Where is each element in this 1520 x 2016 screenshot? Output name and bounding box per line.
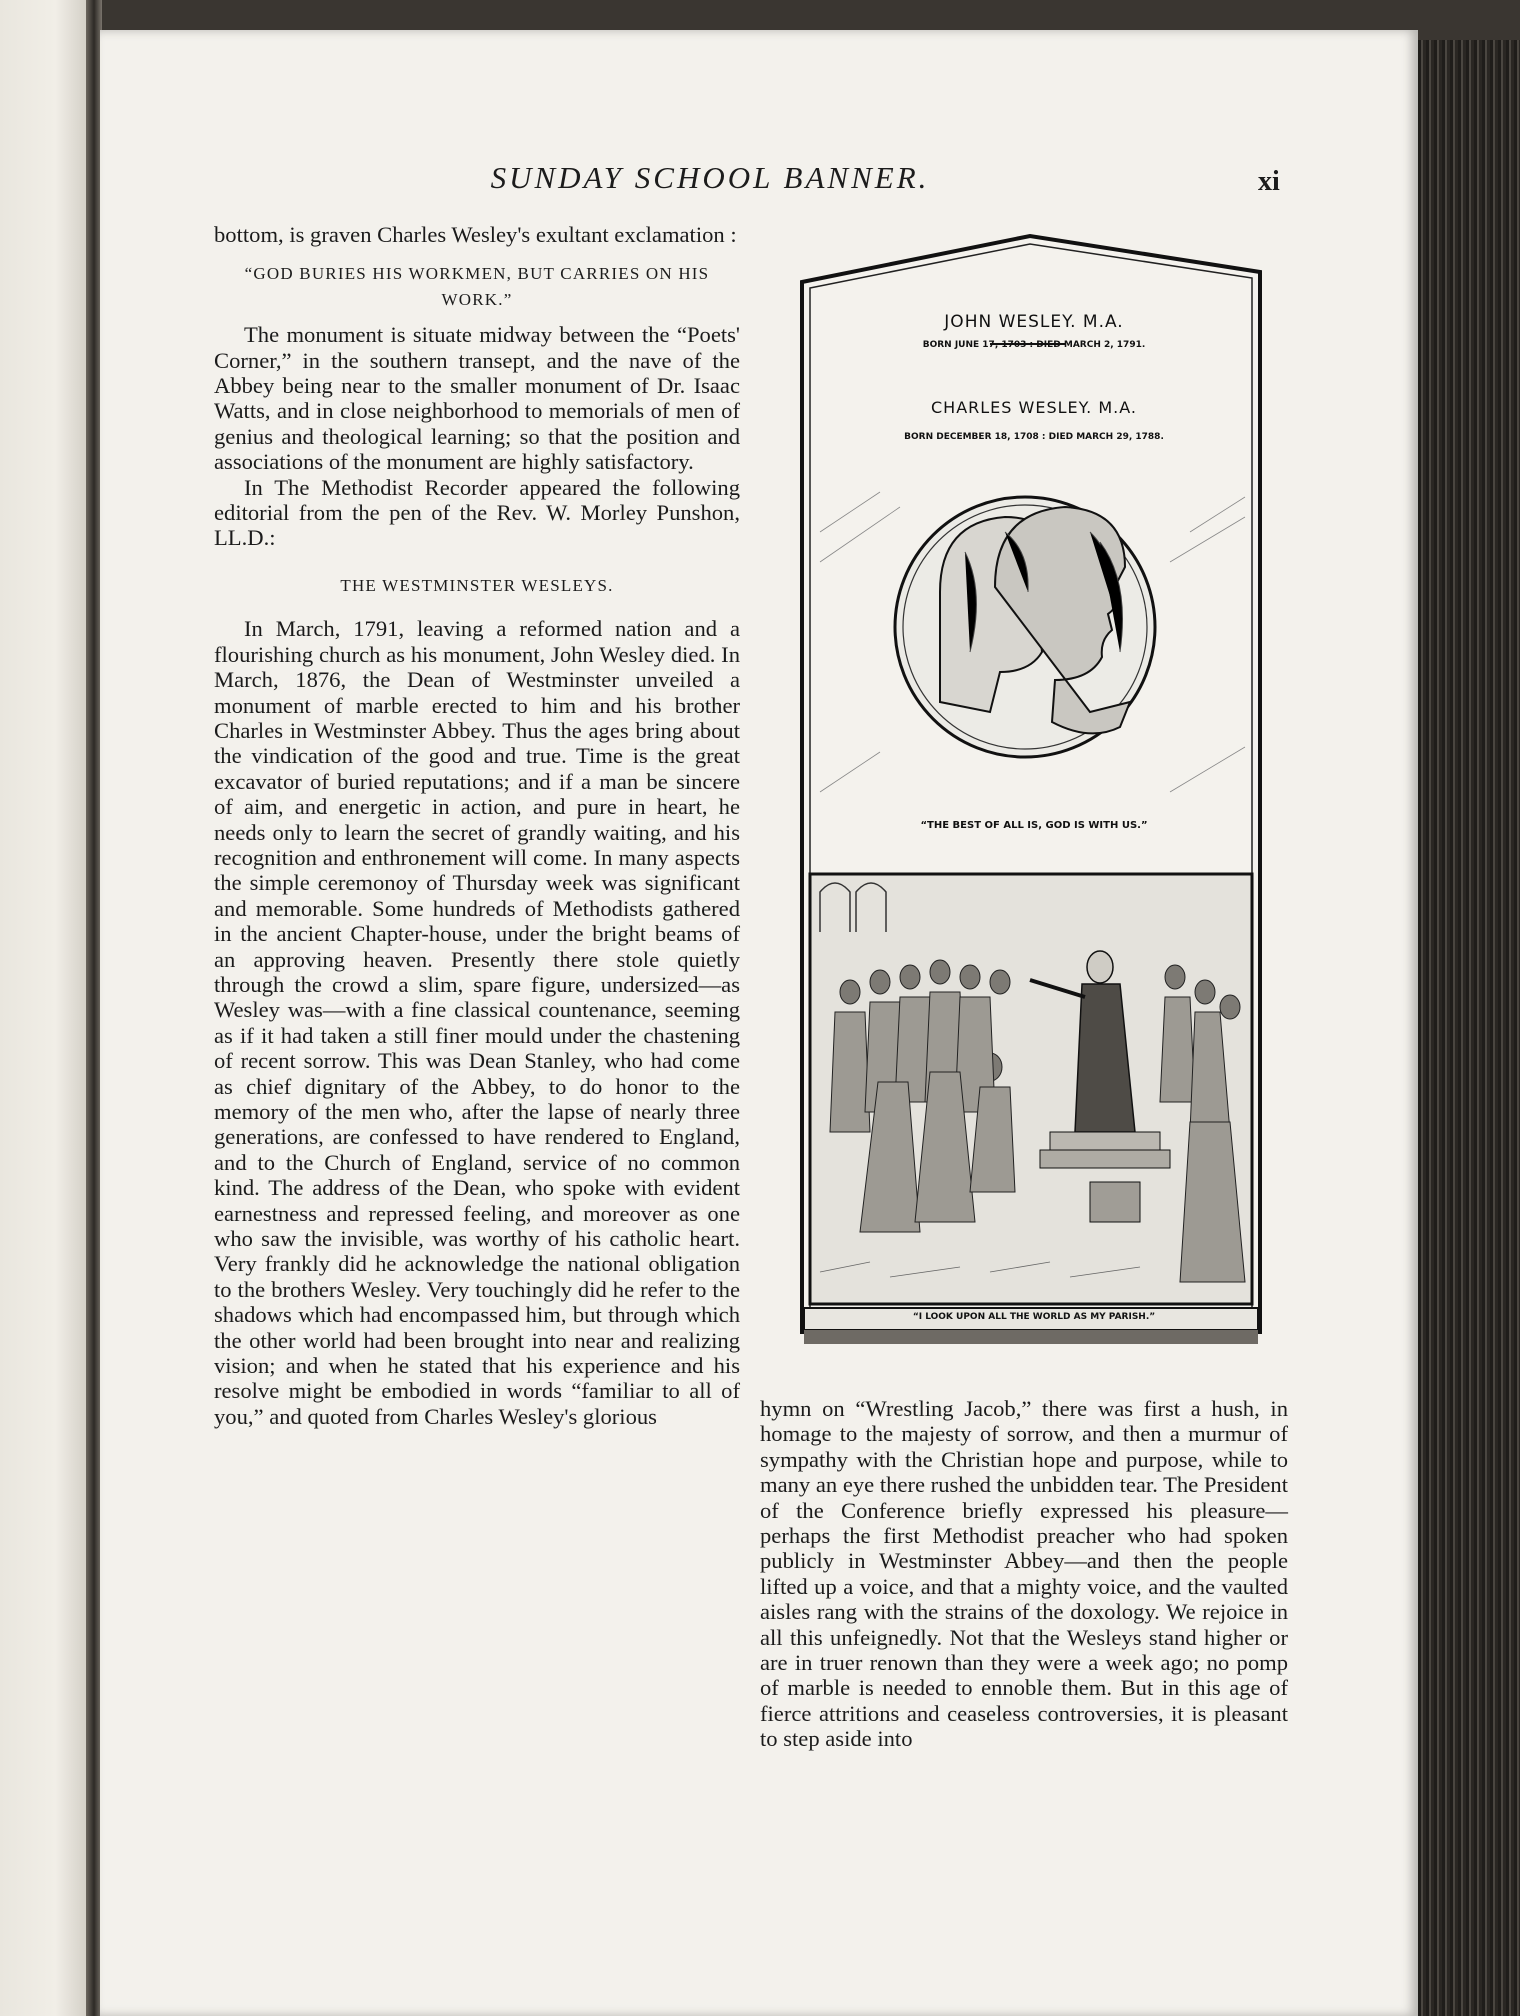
paragraph: bottom, is graven Charles Wesley's exultant exclamation : xyxy=(214,222,737,247)
left-column xyxy=(214,222,740,1429)
monument-engraving xyxy=(790,232,1278,1362)
facing-page-edge xyxy=(0,0,92,2016)
section-heading: THE WESTMINSTER WESLEYS. xyxy=(340,575,614,595)
quotation: “GOD BURIES HIS WORKMEN, BUT CARRIES ON HIS WORK.” xyxy=(244,264,710,309)
paragraph: The monument is situate midway between the “Poets' Corner,” in the southern transept, and the nave of the Abbey being near to the smaller monument of Dr. Isaac Watts, and in close neighborhood to memorials of men of genius and theological learning; so that the position and associations of the monument are highly satisfactory. xyxy=(214,322,740,475)
monument-dates-john: BORN JUNE 17, 1703 : DIED MARCH 2, 1791. xyxy=(922,340,1146,350)
right-column xyxy=(760,1396,1288,1752)
page-number: xi xyxy=(1258,166,1280,197)
monument-motto: “THE BEST OF ALL IS, GOD IS WITH US.” xyxy=(920,820,1148,831)
book-page-edges xyxy=(1418,40,1520,2016)
monument-name-john: JOHN WESLEY. M.A. xyxy=(944,312,1124,332)
paragraph: hymn on “Wrestling Jacob,” there was first a hush, in homage to the majesty of sorrow, and then a murmur of sympathy with the Christian hope and purpose, while to many an eye there rushed the unbidden tear. The President of the Conference briefly expressed his pleasure—perhaps the first Methodist preacher who had spoken publicly in Westminster Abbey—and then the people lifted up a voice, and that a mighty voice, and the vaulted aisles rang with the strains of the doxology. We rejoice in all this unfeignedly. Not that the Wesleys stand higher or are in truer renown than they were a week ago; no pomp of marble is needed to ennoble them. But in this age of fierce attritions and ceaseless controversies, it is pleasant to step aside into xyxy=(760,1396,1288,1752)
running-title: SUNDAY SCHOOL BANNER. xyxy=(490,160,930,195)
monument-name-charles: CHARLES WESLEY. M.A. xyxy=(931,398,1137,417)
monument-dates-charles: BORN DECEMBER 18, 1708 : DIED MARCH 29, 1788. xyxy=(904,432,1164,442)
paragraph: In March, 1791, leaving a reformed nation and a flourishing church as his monument, John Wesley died. In March, 1876, the Dean of Westminster unveiled a monument of marble erected to him and his brother Charles in Westminster Abbey. Thus the ages bring about the vindication of the good and true. Time is the great excavator of buried reputations; and if a man be sincere of aim, and energetic in action, and pure in heart, he needs only to learn the secret of grandly waiting, and his recognition and enthronement will come. In many aspects the simple ceremonoy of Thursday week was significant and memorable. Some hundreds of Methodists gathered in the ancient Chapter-house, under the bright beams of an approving heaven. Presently there stole quietly through the crowd a slim, spare figure, undersized—as Wesley was—with a fine classical countenance, seeming as if it had taken a still finer mould under the chastening of recent sorrow. This was Dean Stanley, who had come as chief dignitary of the Abbey, to do honor to the memory of the men who, after the lapse of nearly three generations, are confessed to have rendered to England, and to the Church of England, service of no common kind. The address of the Dean, who spoke with evident earnestness and repressed feeling, and moreover as one who saw the invisible, was worthy of his catholic heart. Very frankly did he acknowledge the national obligation to the brothers Wesley. Very touchingly did he refer to the shadows which had encompassed him, but through which the other world had been brought into near and realizing vision; and when he stated that his experience and his resolve might be embodied in words “familiar to all of you,” and quoted from Charles Wesley's glorious xyxy=(214,616,740,1429)
paragraph: In The Methodist Recorder appeared the following editorial from the pen of the Rev. W. Morley Punshon, LL.D.: xyxy=(214,474,740,551)
scene-caption: “I LOOK UPON ALL THE WORLD AS MY PARISH.” xyxy=(912,1312,1156,1322)
